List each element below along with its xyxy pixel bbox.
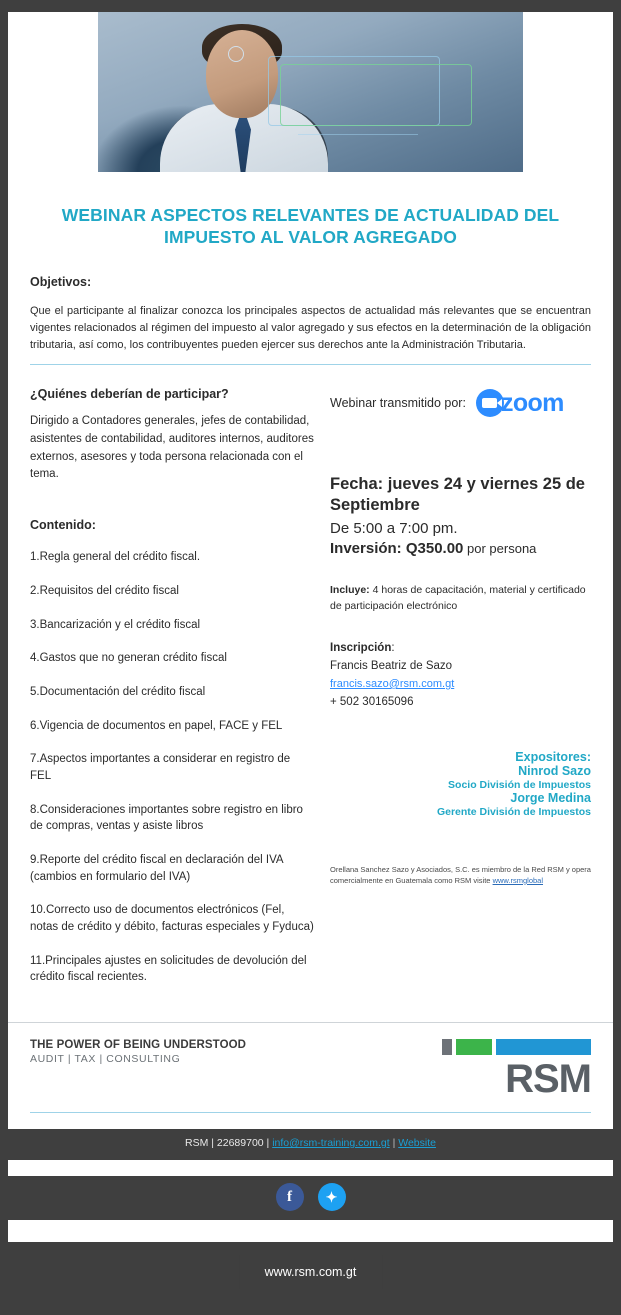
footer-contact-strip xyxy=(0,1137,621,1149)
webinar-platform-row xyxy=(330,389,591,418)
zoom-logo xyxy=(476,389,564,418)
includes-detail: 4 horas de capacitación, material y certificado de participación electrónico xyxy=(330,583,586,612)
zoom-wordmark: zoom xyxy=(500,388,564,417)
newsletter-card xyxy=(8,12,613,1129)
list-item: 2.Requisitos del crédito fiscal xyxy=(30,584,179,597)
includes-label: Incluye: xyxy=(330,583,370,596)
list-item: 5.Documentación del crédito fiscal xyxy=(30,685,206,698)
video-camera-icon xyxy=(476,389,504,417)
speaker-role: Gerente División de Impuestos xyxy=(436,805,591,818)
speaker-name: Jorge Medina xyxy=(510,790,591,805)
legal-text: Orellana Sanchez Sazo y Asociados, S.C. es miembro de la Red RSM y opera comercialmente en Guatemala como RSM visite xyxy=(330,864,591,885)
event-time: De 5:00 a 7:00 pm. xyxy=(330,519,458,537)
footer-email-link[interactable]: info@rsm-training.com.gt xyxy=(272,1137,390,1149)
registration-email-link[interactable]: francis.sazo@rsm.com.gt xyxy=(330,677,455,690)
page-title: WEBINAR ASPECTOS RELEVANTES DE ACTUALIDAD DEL IMPUESTO AL VALOR AGREGADO xyxy=(61,205,560,248)
hero-banner xyxy=(8,12,613,172)
audience-heading: ¿Quiénes deberían de participar? xyxy=(30,386,229,401)
transmitted-by-label: Webinar transmitido por: xyxy=(330,396,466,411)
footer-company: RSM | 22689700 | xyxy=(185,1137,273,1149)
divider xyxy=(30,364,591,365)
list-item: 8.Consideraciones importantes sobre registro en libro de compras, ventas y asiste libros xyxy=(30,803,303,833)
registration-colon: : xyxy=(391,642,395,655)
two-column-section xyxy=(30,387,591,986)
speakers-heading: Expositores: xyxy=(515,749,591,764)
hero-image xyxy=(98,12,523,172)
list-item: 1.Regla general del crédito fiscal. xyxy=(30,551,201,564)
list-item: 3.Bancarización y el crédito fiscal xyxy=(30,618,201,631)
price-suffix: por persona xyxy=(463,540,537,556)
rsm-global-link[interactable]: www.rsmglobal xyxy=(492,875,543,885)
twitter-icon[interactable]: ✦ xyxy=(318,1183,346,1211)
registration-contact-name: Francis Beatriz de Sazo xyxy=(330,660,453,673)
registration-heading: Inscripción xyxy=(330,642,392,655)
price-label: Inversión: Q350.00 xyxy=(330,539,464,557)
objectives-heading: Objetivos: xyxy=(30,274,92,289)
content-heading: Contenido: xyxy=(30,518,96,533)
hud-dot-icon xyxy=(228,46,244,62)
facebook-icon[interactable]: f xyxy=(276,1183,304,1211)
footer-website-link[interactable]: Website xyxy=(398,1137,436,1149)
brand-services: AUDIT | TAX | CONSULTING xyxy=(30,1052,181,1065)
right-column xyxy=(330,387,591,986)
includes-text xyxy=(330,583,591,615)
spacer-bar-bottom xyxy=(8,1220,613,1242)
speaker-role: Socio División de Impuestos xyxy=(448,778,591,791)
list-item: 4.Gastos que no generan crédito fiscal xyxy=(30,652,227,665)
list-item: 7.Aspectos importantes a considerar en registro de FEL xyxy=(30,753,291,782)
list-item: 6.Vigencia de documentos en papel, FACE y FEL xyxy=(30,719,283,732)
brand-footer xyxy=(8,1022,613,1101)
speakers-block xyxy=(330,750,591,818)
speaker-name: Ninrod Sazo xyxy=(518,763,591,778)
list-item: 11.Principales ajustes en solicitudes de devolución del crédito fiscal recientes. xyxy=(30,954,307,984)
event-price xyxy=(330,540,591,557)
brand-tagline: THE POWER OF BEING UNDERSTOOD xyxy=(30,1038,247,1051)
left-column xyxy=(30,387,330,986)
social-links xyxy=(0,1183,621,1211)
registration-block xyxy=(330,640,591,711)
event-date: Fecha: jueves 24 y viernes 25 de Septiembre xyxy=(330,474,585,515)
objectives-text: Que el participante al finalizar conozca los principales aspectos de actualidad más relevantes que se encuentran vigentes relacionados al régimen del impuesto al valor agregado y sus efectos en la determinación de la obligación tributaria, así como, los contribuyentes pueden ejercer sus derechos ante la Administración Tributaria. xyxy=(30,304,591,351)
rsm-logo xyxy=(442,1039,591,1101)
rsm-logo-bars-icon xyxy=(442,1039,591,1055)
content-list xyxy=(30,549,314,986)
website-url-button[interactable]: www.rsm.com.gt xyxy=(239,1255,383,1289)
footer-separator: | xyxy=(389,1137,399,1149)
brand-tagline-block xyxy=(30,1039,246,1065)
hud-rect-green-icon xyxy=(280,64,472,126)
list-item: 9.Reporte del crédito fiscal en declaración del IVA (cambios en formulario del IVA) xyxy=(30,853,283,883)
registration-phone: + 502 30165096 xyxy=(330,695,414,708)
spacer-bar-top xyxy=(8,1160,613,1176)
list-item: 10.Correcto uso de documentos electrónicos (Fel, notas de crédito y débito, facturas especiales y Fyduca) xyxy=(30,904,314,933)
hud-line-icon xyxy=(298,134,418,135)
legal-disclaimer xyxy=(330,864,591,887)
audience-text: Dirigido a Contadores generales, jefes de contabilidad, asistentes de contabilidad, auditores internos, auditores externos, asesores y toda persona relacionada con el tema. xyxy=(30,414,314,481)
rsm-wordmark: RSM xyxy=(505,1056,591,1101)
